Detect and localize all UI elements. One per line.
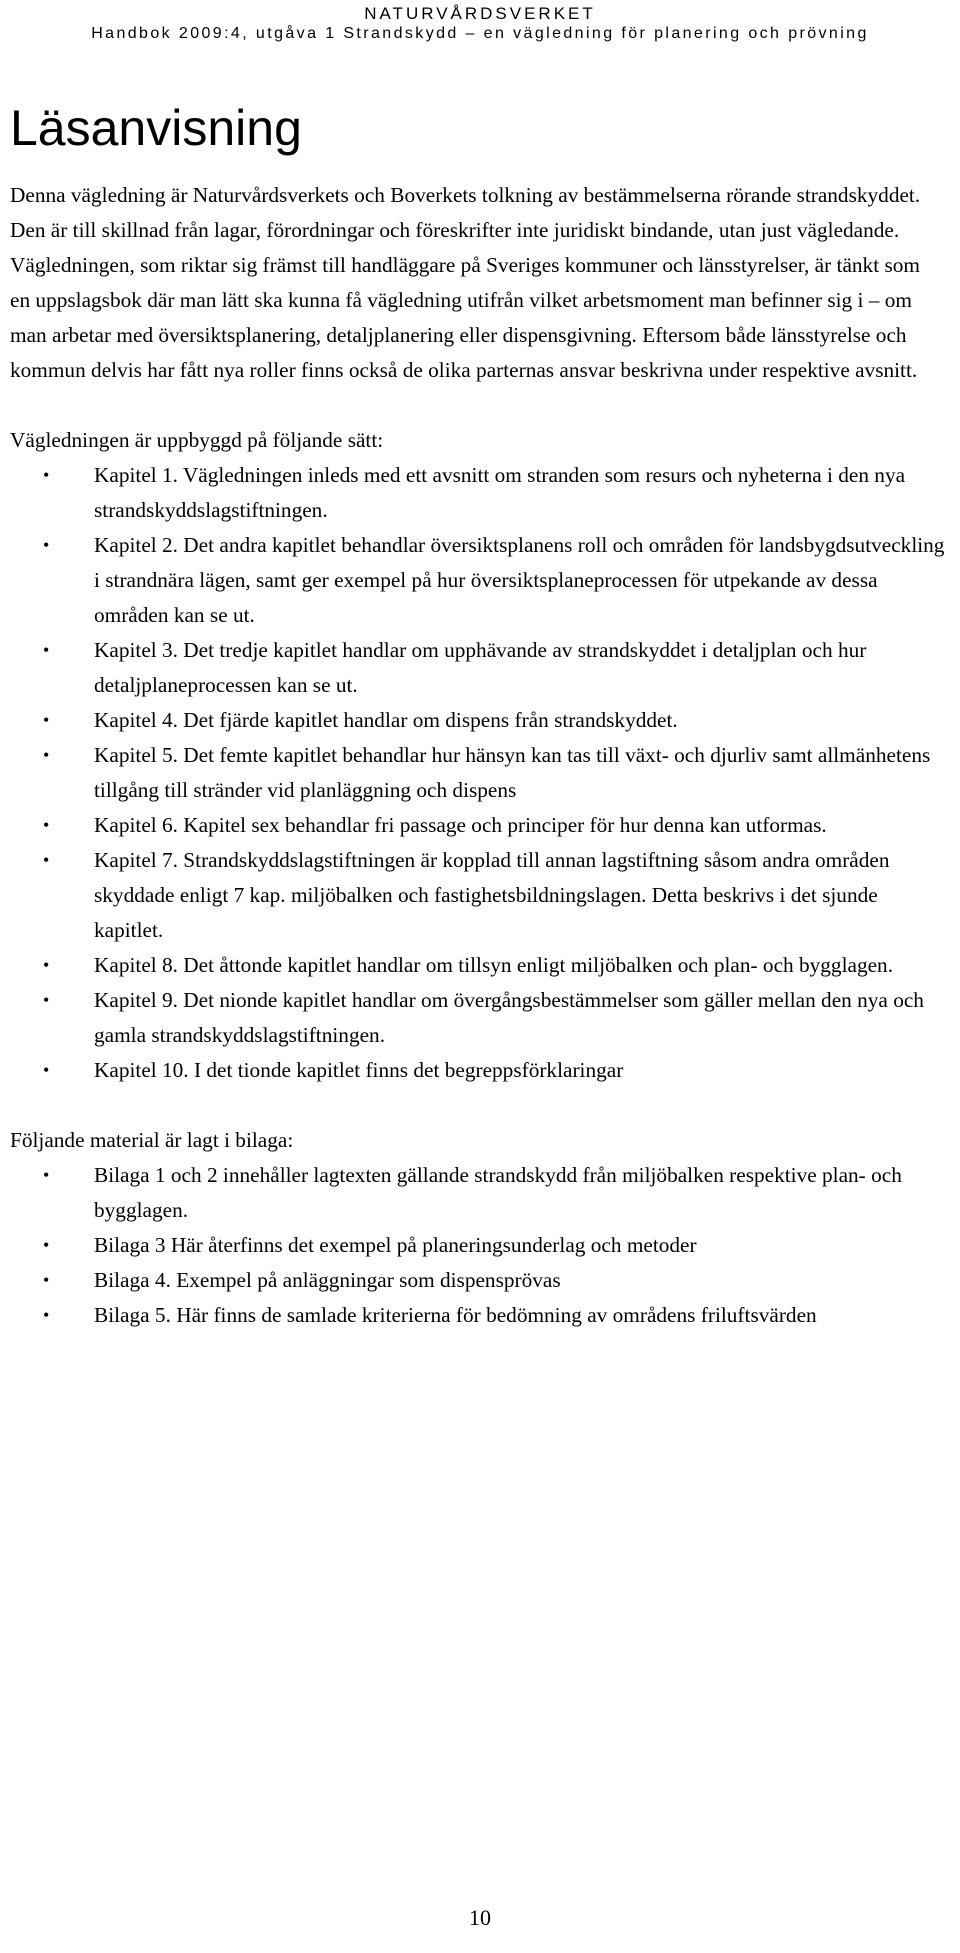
chapter-item	[10, 458, 945, 528]
chapter-item	[10, 1053, 945, 1088]
bullet-icon: •	[43, 1165, 50, 1185]
bullet-icon: •	[43, 640, 50, 660]
bullet-icon: •	[43, 535, 50, 555]
intro-paragraph: Denna vägledning är Naturvårdsverkets och Boverkets tolkning av bestämmelserna rörande strandskyddet. Den är till skillnad från lagar, förordningar och föreskrifter inte juridiskt bindande, utan just vägledande. Vägledningen, som riktar sig främst till handläggare på Sveriges kommuner och länsstyrelser, är tänkt som en uppslagsbok där man lätt ska kunna få vägledning utifrån vilket arbetsmoment man befinner sig i – om man arbetar med översiktsplanering, detaljplanering eller dispensgivning. Eftersom både länsstyrelse och kommun delvis har fått nya roller finns också de olika parternas ansvar beskrivna under respektive avsnitt.	[10, 183, 921, 382]
chapter-item-text: Kapitel 6. Kapitel sex behandlar fri passage och principer för hur denna kan utformas.	[94, 813, 827, 837]
page-number: 10	[469, 1905, 491, 1930]
document-body	[10, 178, 945, 1333]
bullet-icon: •	[43, 1235, 50, 1255]
bullet-icon: •	[43, 1060, 50, 1080]
bullet-icon: •	[43, 1270, 50, 1290]
chapter-item	[10, 738, 945, 808]
chapter-item-text: Kapitel 8. Det åttonde kapitlet handlar om tillsyn enligt miljöbalken och plan- och bygglagen.	[94, 953, 894, 977]
bullet-icon: •	[43, 815, 50, 835]
chapter-item	[10, 703, 945, 738]
bullet-icon: •	[43, 990, 50, 1010]
appendix-item	[10, 1263, 945, 1298]
appendix-item	[10, 1158, 945, 1228]
chapter-item-text: Kapitel 2. Det andra kapitlet behandlar översiktsplanens roll och områden för landsbygdsutveckling i strandnära lägen, samt ger exempel på hur översiktsplaneprocessen för utpekande av dessa områden kan se ut.	[94, 533, 945, 627]
bullet-icon: •	[43, 955, 50, 975]
chapter-item	[10, 948, 945, 983]
appendix-item-text: Bilaga 4. Exempel på anläggningar som dispensprövas	[94, 1268, 561, 1292]
header-org: NATURVÅRDSVERKET	[364, 4, 596, 23]
chapter-item-text: Kapitel 7. Strandskyddslagstiftningen är kopplad till annan lagstiftning såsom andra områden skyddade enligt 7 kap. miljöbalken och fastighetsbildningslagen. Detta beskrivs i det sjunde kapitlet.	[94, 848, 890, 942]
chapter-item	[10, 983, 945, 1053]
page-header	[0, 4, 960, 44]
chapter-item	[10, 528, 945, 633]
appendix-item-text: Bilaga 5. Här finns de samlade kriterierna för bedömning av områdens friluftsvärden	[94, 1303, 817, 1327]
chapter-item-text: Kapitel 1. Vägledningen inleds med ett avsnitt om stranden som resurs och nyheterna i den nya strandskyddslagstiftningen.	[94, 463, 906, 522]
bullet-icon: •	[43, 465, 50, 485]
appendix-item-text: Bilaga 3 Här återfinns det exempel på planeringsunderlag och metoder	[94, 1233, 697, 1257]
page-title: Läsanvisning	[10, 100, 302, 156]
chapter-item	[10, 633, 945, 703]
chapter-item-text: Kapitel 10. I det tionde kapitlet finns det begreppsförklaringar	[94, 1058, 624, 1082]
bullet-icon: •	[43, 745, 50, 765]
appendix-item-text: Bilaga 1 och 2 innehåller lagtexten gällande strandskydd från miljöbalken respektive plan- och bygglagen.	[94, 1163, 902, 1222]
chapter-item	[10, 808, 945, 843]
chapter-item-text: Kapitel 5. Det femte kapitlet behandlar hur hänsyn kan tas till växt- och djurliv samt allmänhetens tillgång till stränder vid planläggning och dispens	[94, 743, 931, 802]
bullet-icon: •	[43, 1305, 50, 1325]
appendix-heading: Följande material är lagt i bilaga:	[10, 1128, 294, 1152]
chapter-item	[10, 843, 945, 948]
structure-heading: Vägledningen är uppbyggd på följande sätt:	[10, 428, 384, 452]
chapter-list	[10, 458, 945, 1088]
appendix-list	[10, 1158, 945, 1333]
chapter-item-text: Kapitel 4. Det fjärde kapitlet handlar om dispens från strandskyddet.	[94, 708, 678, 732]
header-subtitle: Handbok 2009:4, utgåva 1 Strandskydd – en vägledning för planering och prövning	[91, 25, 869, 42]
chapter-item-text: Kapitel 9. Det nionde kapitlet handlar om övergångsbestämmelser som gäller mellan den nya och gamla strandskyddslagstiftningen.	[94, 988, 924, 1047]
bullet-icon: •	[43, 710, 50, 730]
bullet-icon: •	[43, 850, 50, 870]
appendix-item	[10, 1228, 945, 1263]
chapter-item-text: Kapitel 3. Det tredje kapitlet handlar om upphävande av strandskyddet i detaljplan och hur detaljplaneprocessen kan se ut.	[94, 638, 867, 697]
appendix-item	[10, 1298, 945, 1333]
